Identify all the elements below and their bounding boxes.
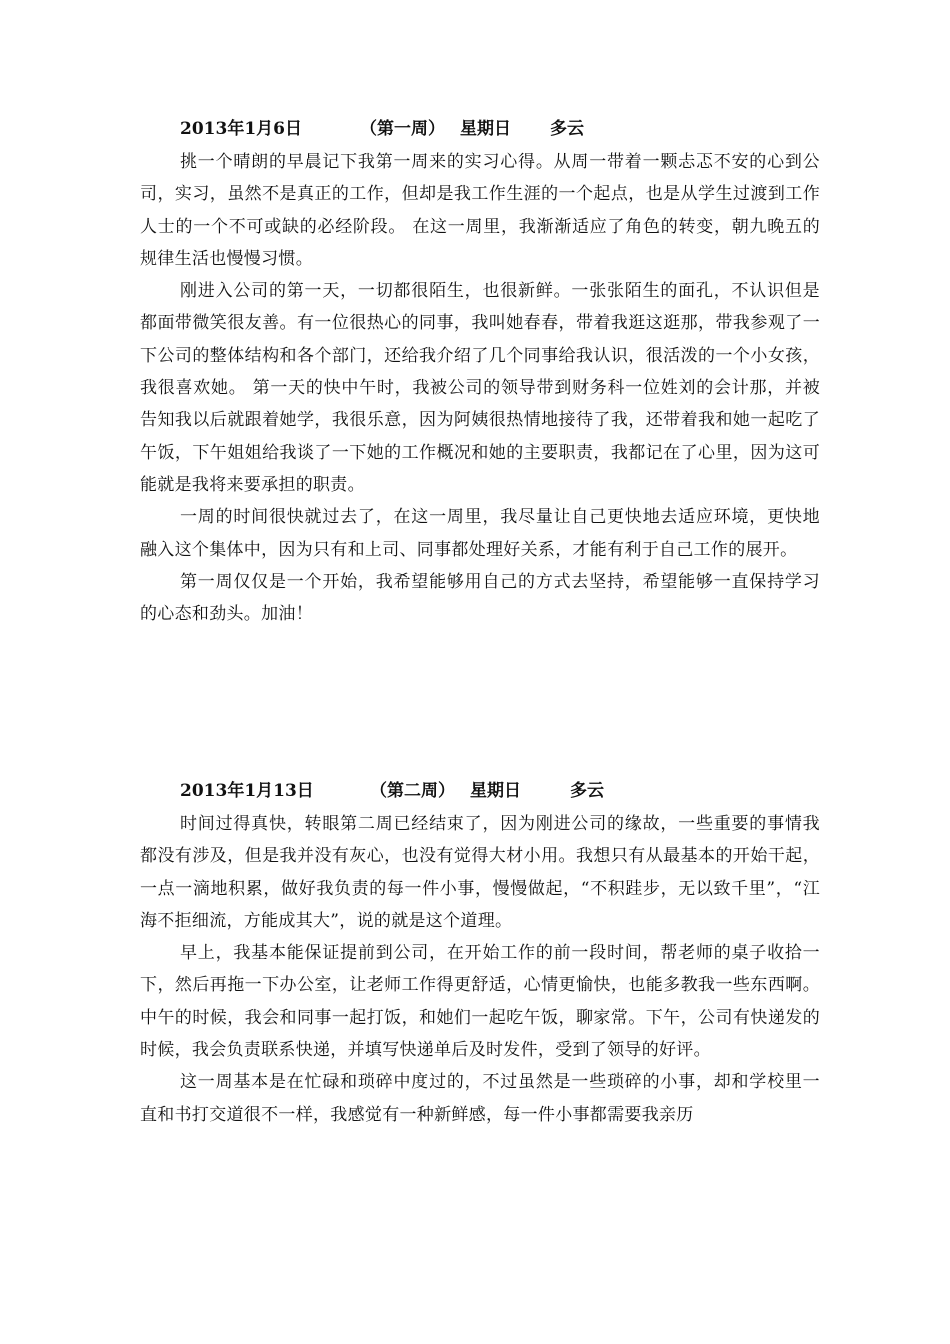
- entry-weather: 多云: [550, 119, 584, 139]
- entry-date: 2013年1月6日: [180, 119, 302, 139]
- entry-paragraph: 第一周仅仅是一个开始，我希望能够用自己的方式去坚持，希望能够一直保持学习的心态和劲头。加油！: [140, 571, 820, 625]
- entry-weekday: 星期日: [470, 781, 521, 801]
- entry-date: 2013年1月13日: [180, 781, 314, 801]
- entry-weekday: 星期日: [460, 119, 511, 139]
- entry-week: （第一周）: [360, 119, 445, 139]
- entry-heading: [140, 774, 820, 808]
- entry-paragraph: 挑一个晴朗的早晨记下我第一周来的实习心得。从周一带着一颗忐忑不安的心到公司，实习，虽然不是真正的工作，但却是我工作生涯的一个起点，也是从学生过渡到工作人士的一个不可或缺的必经阶段。 在这一周里，我渐渐适应了角色的转变，朝九晚五的规律生活也慢慢习惯。: [140, 152, 820, 269]
- entry-paragraph: 一周的时间很快就过去了，在这一周里，我尽量让自己更快地去适应环境，更快地融入这个集体中，因为只有和上司、同事都处理好关系，才能有利于自己工作的展开。: [140, 507, 820, 560]
- entry-weather: 多云: [570, 781, 604, 801]
- entry-paragraph: 刚进入公司的第一天，一切都很陌生，也很新鲜。一张张陌生的面孔，不认识但是都面带微笑很友善。有一位很热心的同事，我叫她春春，带着我逛这逛那，带我参观了一下公司的整体结构和各个部门，还给我介绍了几个同事给我认识，很活泼的一个小女孩，我很喜欢她。 第一天的快中午时，我被公司的领导带到财务科一位姓刘的会计那，并被告知我以后就跟着她学，我很乐意，因为阿姨很热情地接待了我，还带着我和她一起吃了午饭，下午姐姐给我谈了一下她的工作概况和她的主要职责，我都记在了心里，因为这可能就是我将来要承担的职责。: [140, 281, 820, 495]
- entry-paragraph: 这一周基本是在忙碌和琐碎中度过的，不过虽然是一些琐碎的小事，却和学校里一直和书打交道很不一样，我感觉有一种新鲜感，每一件小事都需要我亲历: [140, 1072, 820, 1125]
- entry-heading: [140, 112, 820, 146]
- journal-entry-week-1: [140, 112, 820, 630]
- entry-week: （第二周）: [370, 781, 455, 801]
- entry-paragraph: 早上，我基本能保证提前到公司，在开始工作的前一段时间，帮老师的桌子收拾一下，然后再拖一下办公室，让老师工作得更舒适，心情更愉快，也能多教我一些东西啊。中午的时候，我会和同事一起打饭，和她们一起吃午饭，聊家常。下午，公司有快递发的时候，我会负责联系快递，并填写快递单后及时发件，受到了领导的好评。: [140, 943, 820, 1061]
- journal-entry-week-2: [140, 774, 820, 1131]
- entry-paragraph: 时间过得真快，转眼第二周已经结束了，因为刚进公司的缘故，一些重要的事情我都没有涉及，但是我并没有灰心，也没有觉得大材小用。我想只有从最基本的开始干起，一点一滴地积累，做好我负责的每一件小事，慢慢做起，“不积跬步，无以致千里”，“江海不拒细流，方能成其大”，说的就是这个道理。: [140, 814, 820, 931]
